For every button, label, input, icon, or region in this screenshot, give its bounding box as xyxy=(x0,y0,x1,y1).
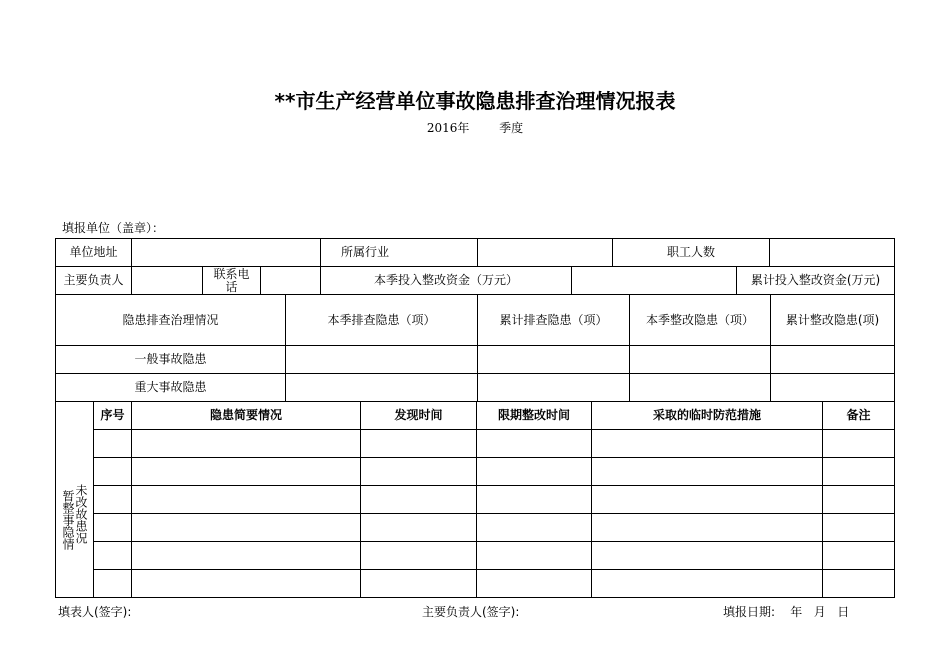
detail-cell[interactable] xyxy=(477,514,592,542)
detail-cell[interactable] xyxy=(132,458,361,486)
side-label-col2: 未改故患况 xyxy=(74,483,88,544)
summary-header: 本季整改隐患（项） xyxy=(630,295,771,346)
detail-cell[interactable] xyxy=(592,430,823,458)
side-label-col1: 暂整事隐情 xyxy=(61,489,75,550)
detail-cell[interactable] xyxy=(132,542,361,570)
phone-label-line2: 话 xyxy=(225,279,238,294)
address-value[interactable] xyxy=(132,239,321,267)
phone-value[interactable] xyxy=(261,267,321,295)
summary-header: 累计整改隐患(项) xyxy=(771,295,895,346)
col-header-measures: 采取的临时防范措施 xyxy=(592,402,823,430)
detail-cell[interactable] xyxy=(361,430,477,458)
col-header-summary: 隐患简要情况 xyxy=(132,402,361,430)
detail-cell[interactable] xyxy=(361,542,477,570)
principal-value[interactable] xyxy=(132,267,203,295)
detail-cell[interactable] xyxy=(94,514,132,542)
report-title: **市生产经营单位事故隐患排查治理情况报表 xyxy=(274,89,676,113)
detail-cell[interactable] xyxy=(823,542,895,570)
industry-value[interactable] xyxy=(478,239,613,267)
detail-cell[interactable] xyxy=(361,486,477,514)
detail-cell[interactable] xyxy=(94,570,132,598)
employees-label: 职工人数 xyxy=(613,239,770,267)
summary-table xyxy=(55,294,895,402)
phone-label-line1: 联系电 xyxy=(213,266,250,281)
detail-cell[interactable] xyxy=(477,486,592,514)
detail-cell[interactable] xyxy=(361,458,477,486)
detail-cell[interactable] xyxy=(477,458,592,486)
detail-cell[interactable] xyxy=(823,570,895,598)
industry-label: 所属行业 xyxy=(321,239,478,267)
col-header-found-time: 发现时间 xyxy=(361,402,477,430)
detail-cell[interactable] xyxy=(477,542,592,570)
report-period xyxy=(0,119,950,136)
summary-cell[interactable] xyxy=(771,346,895,374)
summary-header: 累计排查隐患（项） xyxy=(478,295,630,346)
table-row xyxy=(56,570,895,598)
detail-cell[interactable] xyxy=(592,542,823,570)
detail-cell[interactable] xyxy=(477,570,592,598)
filing-unit-label: 填报单位（盖章）： xyxy=(62,221,165,235)
general-hazard-label: 一般事故隐患 xyxy=(56,346,286,374)
summary-header: 本季排查隐患（项） xyxy=(286,295,478,346)
detail-cell[interactable] xyxy=(132,514,361,542)
principal-label: 主要负责人 xyxy=(56,267,132,295)
col-header-seq: 序号 xyxy=(94,402,132,430)
detail-cell[interactable] xyxy=(823,486,895,514)
phone-label xyxy=(203,267,261,295)
detail-cell[interactable] xyxy=(94,458,132,486)
detail-cell[interactable] xyxy=(823,430,895,458)
col-header-remarks: 备注 xyxy=(823,402,895,430)
table-row xyxy=(56,542,895,570)
detail-cell[interactable] xyxy=(94,486,132,514)
summary-cell[interactable] xyxy=(286,374,478,402)
detail-cell[interactable] xyxy=(132,486,361,514)
table-row xyxy=(56,514,895,542)
summary-header: 隐患排查治理情况 xyxy=(56,295,286,346)
quarter-funds-value[interactable] xyxy=(572,267,737,295)
filler-signature-label: 填表人(签字): xyxy=(58,605,132,619)
detail-cell[interactable] xyxy=(94,542,132,570)
summary-cell[interactable] xyxy=(478,374,630,402)
report-quarter: 季度 xyxy=(499,121,524,135)
hazard-detail-table xyxy=(55,401,895,598)
detail-cell[interactable] xyxy=(592,458,823,486)
quarter-funds-label: 本季投入整改资金（万元） xyxy=(321,267,572,295)
summary-cell[interactable] xyxy=(478,346,630,374)
detail-cell[interactable] xyxy=(592,486,823,514)
detail-cell[interactable] xyxy=(94,430,132,458)
basic-info-table xyxy=(55,238,895,295)
detail-cell[interactable] xyxy=(361,514,477,542)
unrectified-hazard-side-label xyxy=(56,402,94,598)
summary-cell[interactable] xyxy=(771,374,895,402)
col-header-deadline: 限期整改时间 xyxy=(477,402,592,430)
summary-cell[interactable] xyxy=(286,346,478,374)
table-row xyxy=(56,486,895,514)
summary-cell[interactable] xyxy=(630,374,771,402)
total-funds-label: 累计投入整改资金(万元) xyxy=(737,267,895,295)
detail-cell[interactable] xyxy=(132,430,361,458)
summary-cell[interactable] xyxy=(630,346,771,374)
report-year: 2016年 xyxy=(426,121,470,135)
address-label: 单位地址 xyxy=(56,239,132,267)
detail-cell[interactable] xyxy=(592,570,823,598)
employees-value[interactable] xyxy=(770,239,895,267)
major-hazard-label: 重大事故隐患 xyxy=(56,374,286,402)
detail-cell[interactable] xyxy=(477,430,592,458)
detail-cell[interactable] xyxy=(823,514,895,542)
detail-cell[interactable] xyxy=(132,570,361,598)
table-row xyxy=(56,430,895,458)
filing-date-label: 填报日期: 年 月 日 xyxy=(723,605,850,619)
table-row xyxy=(56,458,895,486)
detail-cell[interactable] xyxy=(592,514,823,542)
detail-cell[interactable] xyxy=(823,458,895,486)
detail-cell[interactable] xyxy=(361,570,477,598)
principal-signature-label: 主要负责人(签字): xyxy=(422,605,520,619)
